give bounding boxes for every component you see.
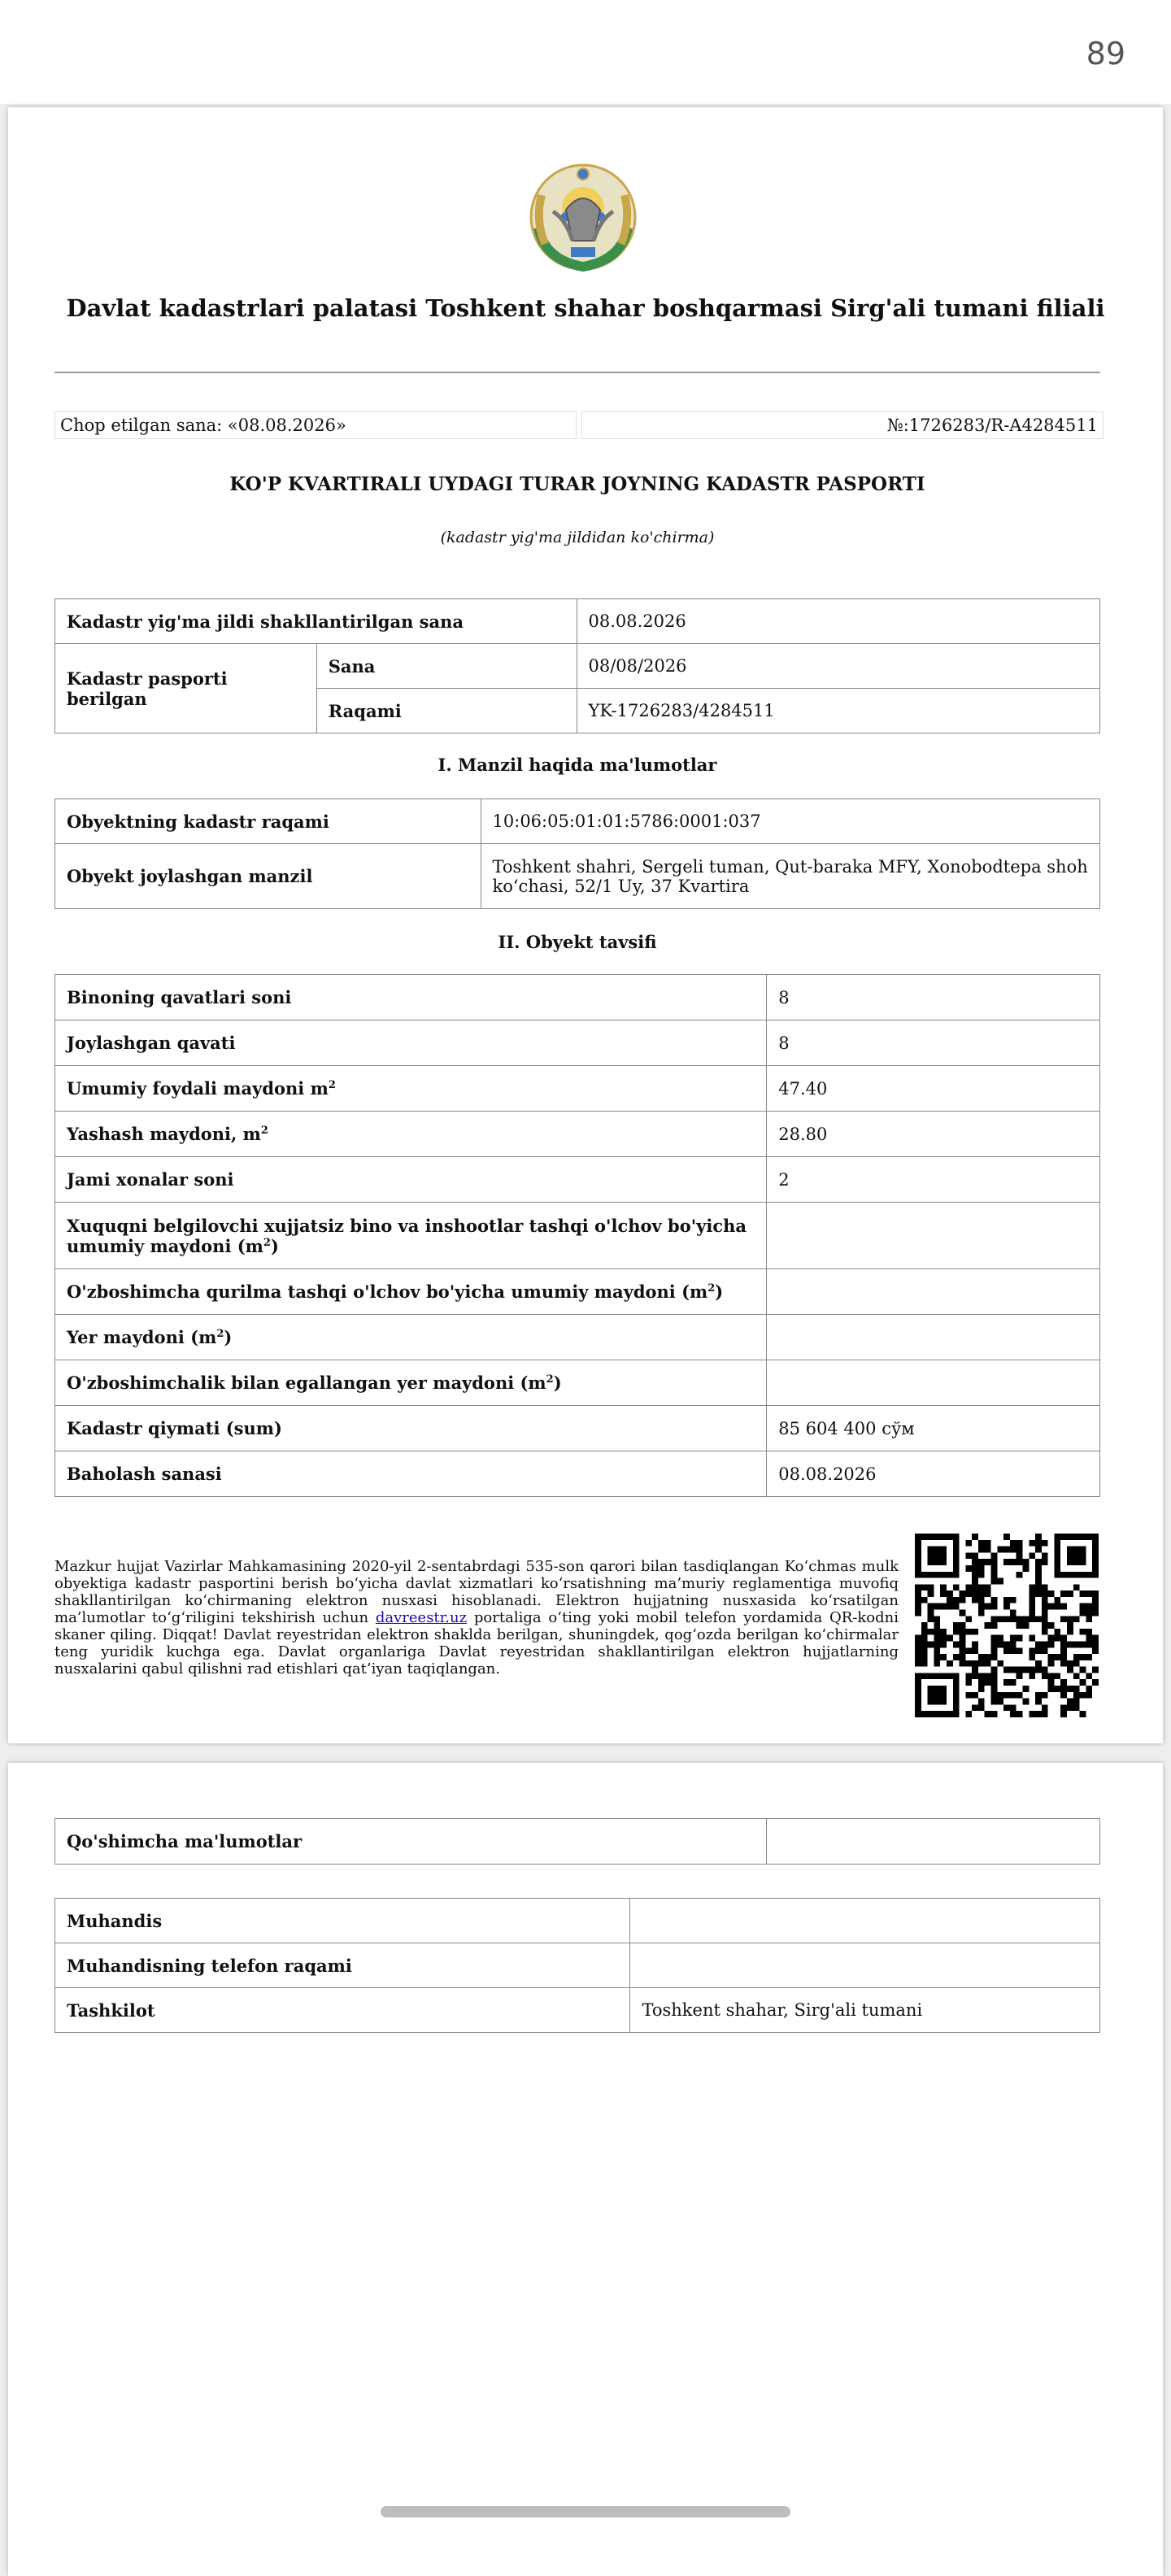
issue-date-label: Sana: [316, 644, 577, 689]
address-label: Obyekt joylashgan manzil: [55, 844, 481, 909]
table-row: [55, 1157, 1100, 1203]
table-row: [55, 1899, 1100, 1943]
issue-number-value: YK-1726283/4284511: [577, 689, 1100, 733]
printed-date: Chop etilgan sana: «08.08.2026»: [54, 411, 577, 439]
formed-date-label: Kadastr yig'ma jildi shakllantirilgan sana: [55, 599, 577, 644]
address-table: [54, 798, 1100, 909]
self-built-area-label: O'zboshimcha qurilma tashqi o'lchov bo'yicha umumiy maydoni $(m^2)$: [55, 1269, 767, 1315]
table-row: [55, 1269, 1100, 1315]
floor-value: 8: [767, 1020, 1100, 1066]
table-row: [55, 1451, 1100, 1497]
table-row: [55, 1819, 1100, 1865]
living-area-label: Yashash maydoni, $m^2$: [55, 1112, 767, 1157]
total-area-label: Umumiy foydali maydoni $m^2$: [55, 1066, 767, 1112]
page-number: 89: [1086, 36, 1125, 72]
table-row: [55, 1988, 1100, 2033]
issue-number-label: Raqami: [316, 689, 577, 733]
viewer-top-bar: [0, 0, 1171, 104]
document-page-2: [8, 1763, 1163, 2576]
living-area-value: 28.80: [767, 1112, 1100, 1157]
object-description-table: [54, 974, 1100, 1497]
table-row: [55, 1020, 1100, 1066]
qr-code-icon[interactable]: [915, 1534, 1099, 1717]
undocumented-area-label: Xuquqni belgilovchi xujjatsiz bino va inshootlar tashqi o'lchov bo'yicha umumiy maydoni $(m^2)$: [55, 1203, 767, 1269]
floor-label: Joylashgan qavati: [55, 1020, 767, 1066]
floors-label: Binoning qavatlari soni: [55, 975, 767, 1020]
self-occupied-land-value: [767, 1360, 1100, 1406]
address-value: Toshkent shahri, Sergeli tuman, Qut-baraka MFY, Xonobodtepa shoh ko‘chasi, 52/1 Uy, 37 Kvartira: [481, 844, 1099, 909]
self-occupied-land-label: O'zboshimchalik bilan egallangan yer maydoni $(m^2)$: [55, 1360, 767, 1406]
table-row: [55, 844, 1100, 909]
engineer-table: [54, 1898, 1100, 2033]
header-divider: [54, 372, 1100, 373]
land-area-label: Yer maydoni $(m^2)$: [55, 1315, 767, 1360]
cadastral-number-label: Obyektning kadastr raqami: [55, 799, 481, 844]
land-area-value: [767, 1315, 1100, 1360]
self-built-area-value: [767, 1269, 1100, 1315]
table-row: [55, 644, 1100, 689]
issuing-office-title: Davlat kadastrlari palatasi Toshkent shahar boshqarmasi Sirg'ali tumani filiali: [66, 294, 1105, 322]
cadastral-number-value: 10:06:05:01:01:5786:0001:037: [481, 799, 1099, 844]
organization-value: Toshkent shahar, Sirg'ali tumani: [630, 1988, 1100, 2033]
engineer-label: Muhandis: [55, 1899, 630, 1943]
table-row: [55, 1943, 1100, 1988]
cadastral-value-label: Kadastr qiymati (sum): [55, 1406, 767, 1451]
document-number: №:1726283/R-A4284511: [581, 411, 1104, 439]
document-subtitle: (kadastr yig'ma jildidan ko'chirma): [440, 529, 715, 546]
total-area-value: 47.40: [767, 1066, 1100, 1112]
table-row: [55, 1203, 1100, 1269]
table-row: [55, 1066, 1100, 1112]
issued-label: Kadastr pasporti berilgan: [55, 644, 317, 733]
davreestr-link[interactable]: davreestr.uz: [375, 1609, 468, 1626]
state-emblem-icon: [529, 163, 638, 272]
section-description-title: II. Obyekt tavsifi: [498, 932, 657, 952]
undocumented-area-value: [767, 1203, 1100, 1269]
additional-info-table: [54, 1818, 1100, 1865]
additional-info-value: [767, 1819, 1100, 1865]
valuation-date-value: 08.08.2026: [767, 1451, 1100, 1497]
table-row: [55, 1406, 1100, 1451]
table-row: [55, 799, 1100, 844]
additional-info-label: Qo'shimcha ma'lumotlar: [55, 1819, 767, 1865]
engineer-phone-value: [630, 1943, 1100, 1988]
table-row: [55, 1112, 1100, 1157]
cadastral-value-value: 85 604 400 сўм: [767, 1406, 1100, 1451]
table-row: [55, 1360, 1100, 1406]
document-title: KO'P KVARTIRALI UYDAGI TURAR JOYNING KADASTR PASPORTI: [229, 473, 925, 495]
legal-notice: Mazkur hujjat Vazirlar Mahkamasining 2020-yil 2-sentabrdagi 535-son qarori bilan tasdiqlangan Ko‘chmas mulk obyektiga kadastr pasportini berish bo‘yicha davlat xizmatlari ko‘rsatishning ma’muriy reglamentiga muvofiq shakllantirilgan ko‘chirmaning elektron nusxasi hisoblanadi. Elektron hujjatning nusxasida ko‘rsatilgan ma’lumotlar to‘g‘riligini tekshirish uchun davreestr.uz portaliga o‘ting yoki mobil telefon yordamida QR-kodni skaner qiling. Diqqat! Davlat reyestridan elektron shaklda berilgan, shuningdek, qog‘ozda berilgan ko‘chirmalar teng yuridik kuchga ega. Davlat organlariga Davlat reyestridan shakllantirilgan elektron hujjatlarning nusxalarini qabul qilishni rad etishlari qat’iyan taqiqlangan.: [54, 1558, 899, 1677]
table-row: [55, 1315, 1100, 1360]
issue-date-value: 08/08/2026: [577, 644, 1100, 689]
formed-date-value: 08.08.2026: [577, 599, 1100, 644]
passport-info-table: [54, 598, 1100, 733]
rooms-label: Jami xonalar soni: [55, 1157, 767, 1203]
print-meta-row: [54, 411, 1104, 439]
engineer-value: [630, 1899, 1100, 1943]
table-row: [55, 975, 1100, 1020]
valuation-date-label: Baholash sanasi: [55, 1451, 767, 1497]
home-indicator[interactable]: [381, 2506, 790, 2517]
section-address-title: I. Manzil haqida ma'lumotlar: [437, 755, 717, 775]
engineer-phone-label: Muhandisning telefon raqami: [55, 1943, 630, 1988]
document-page-1: [8, 107, 1163, 1743]
table-row: [55, 599, 1100, 644]
rooms-value: 2: [767, 1157, 1100, 1203]
organization-label: Tashkilot: [55, 1988, 630, 2033]
floors-value: 8: [767, 975, 1100, 1020]
